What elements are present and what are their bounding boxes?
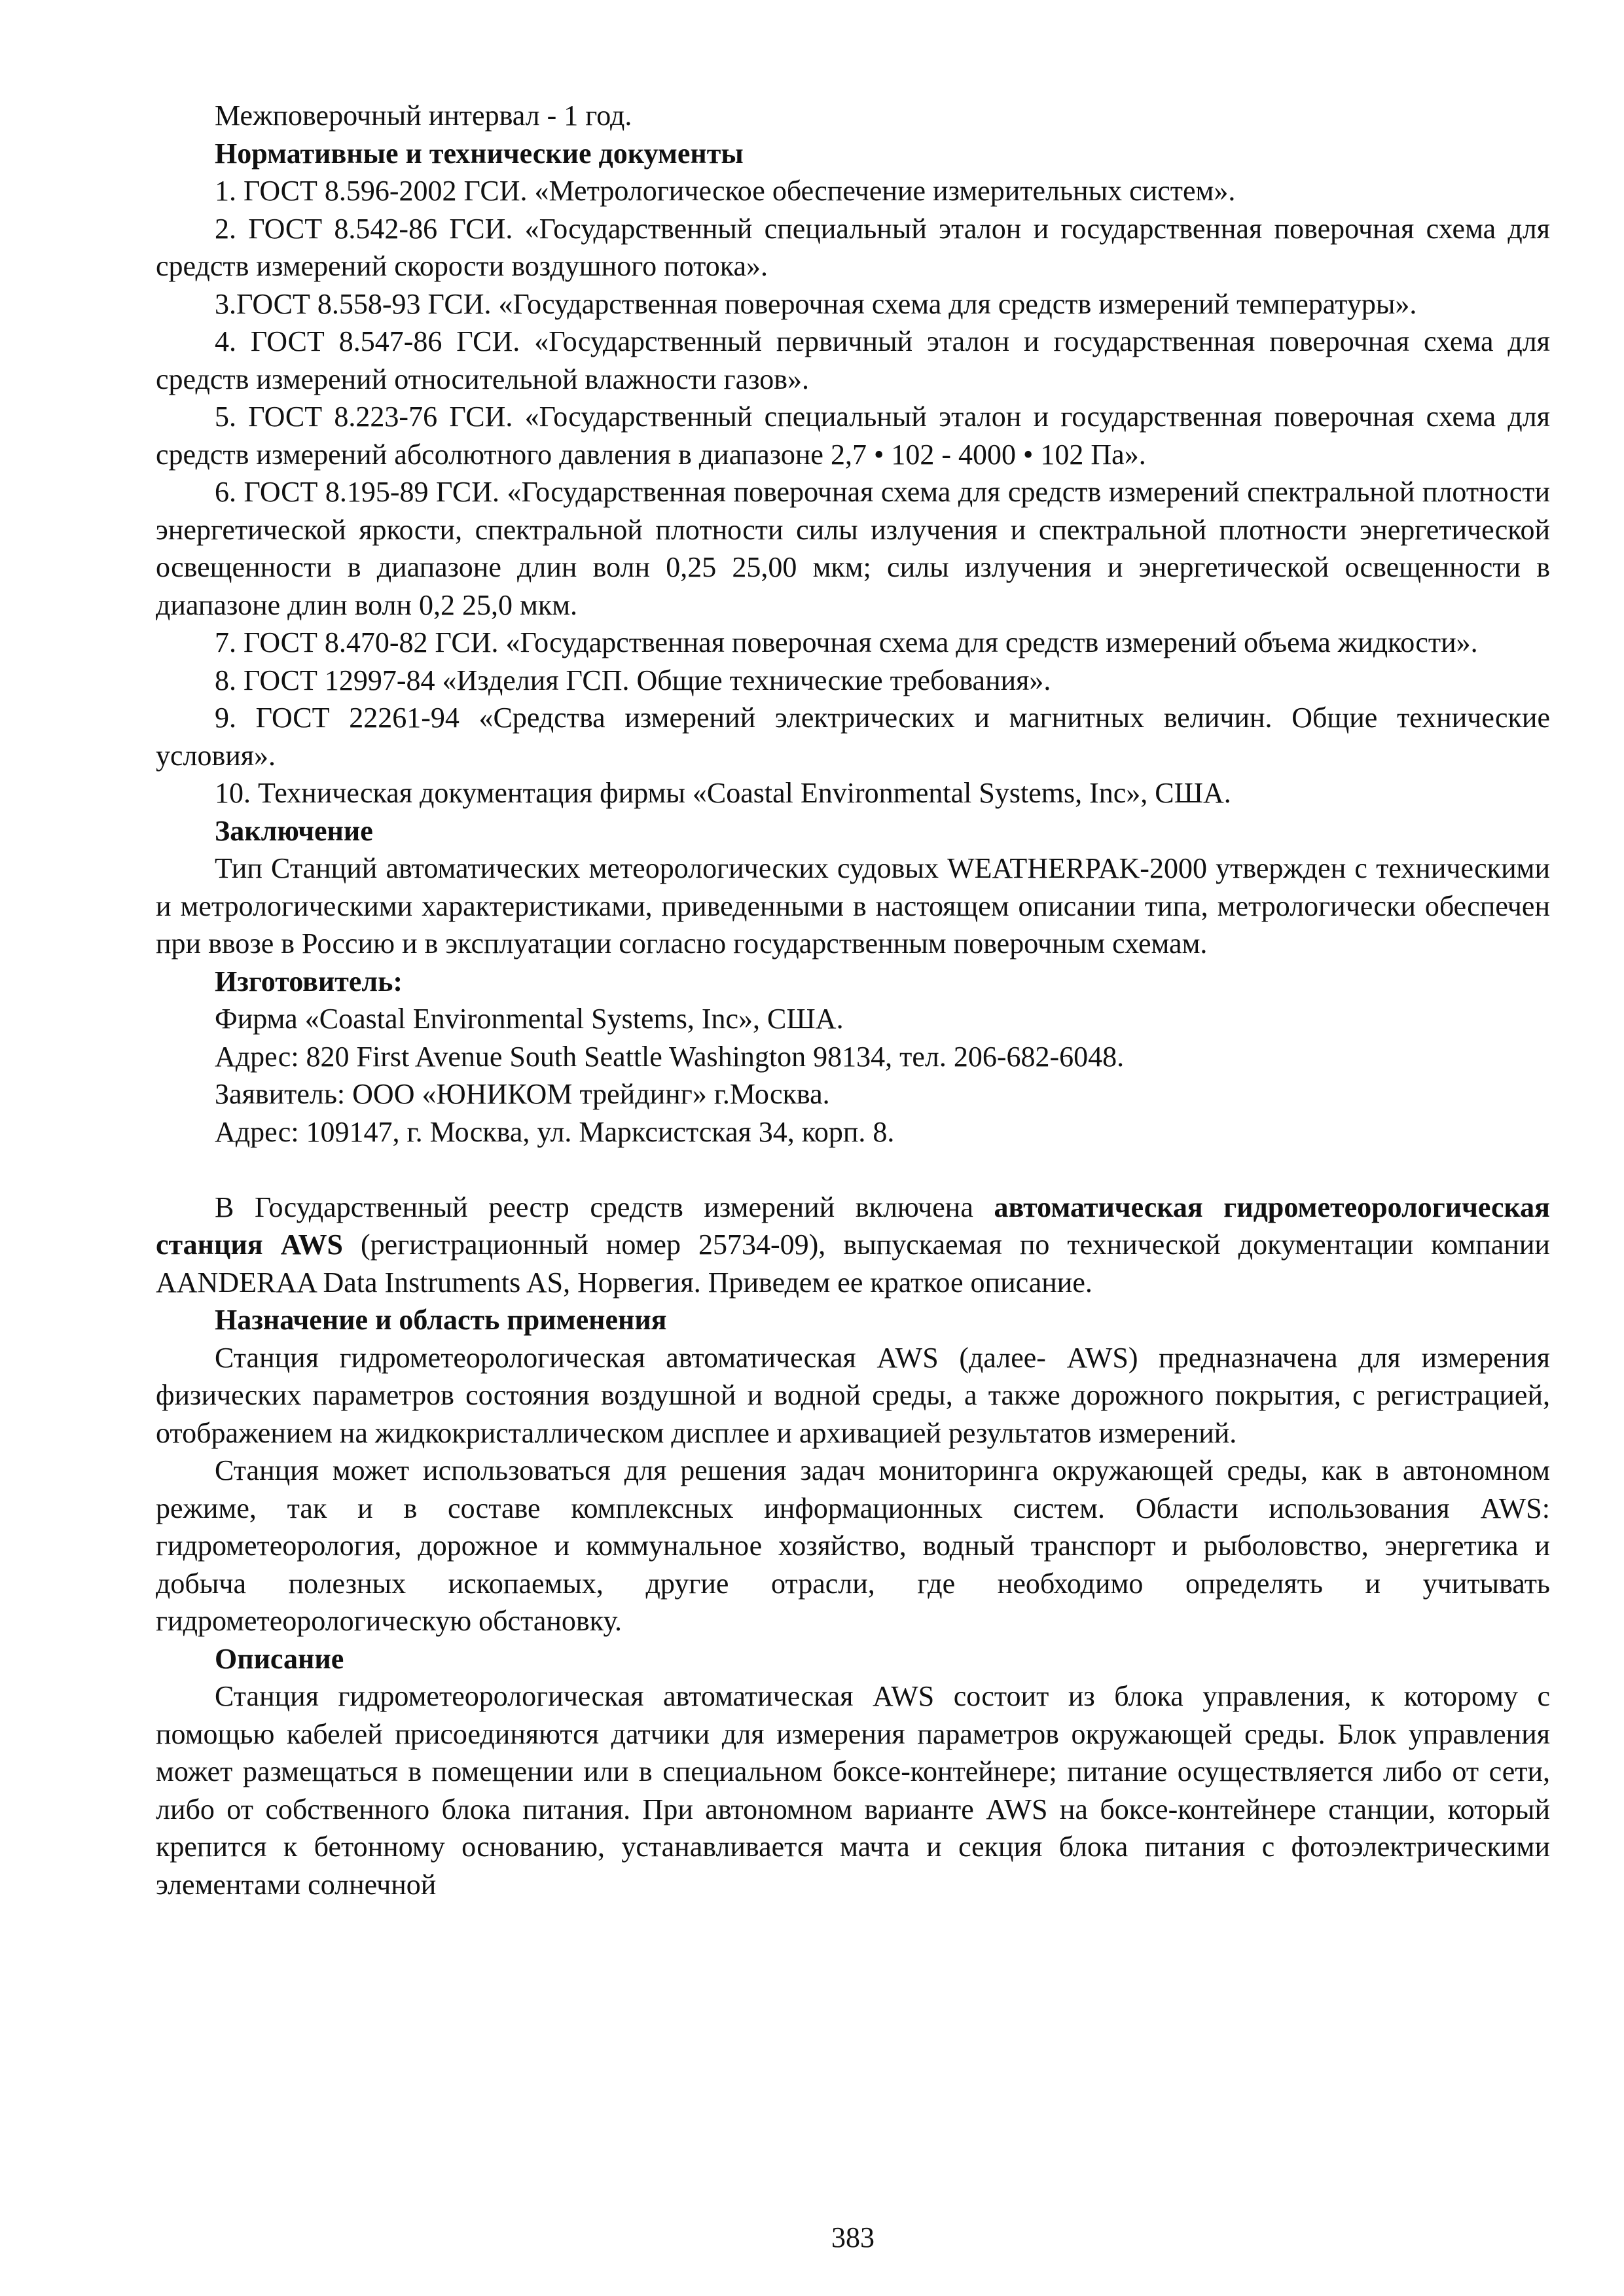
paragraph: Заявитель: ООО «ЮНИКОМ трейдинг» г.Москва.: [215, 1078, 830, 1110]
paragraph: 2. ГОСТ 8.542-86 ГСИ. «Государственный специальный эталон и государственная поверочная схема для средств измерений скорости воздушного потока».: [156, 212, 1550, 282]
text-run: (регистрационный номер 25734-09), выпускаемая по технической документации компании AANDERAA Data Instruments AS, Норвегия. Приведем ее краткое описание.: [156, 1229, 1550, 1299]
bold-run: автоматическая гидрометеорологическая станция AWS: [156, 1191, 1550, 1261]
document-page: [156, 97, 1550, 2270]
section-heading: Описание: [215, 1642, 344, 1675]
document-body: [156, 97, 1550, 1903]
page-number: 383: [831, 2221, 875, 2253]
paragraph: 3.ГОСТ 8.558-93 ГСИ. «Государственная поверочная схема для средств измерений температуры».: [215, 287, 1417, 320]
paragraph: 9. ГОСТ 22261-94 «Средства измерений электрических и магнитных величин. Общие технические условия».: [156, 702, 1550, 772]
paragraph: Станция гидрометеорологическая автоматическая AWS состоит из блока управления, к которому с помощью кабелей присоединяются датчики для измерения параметров окружающей среды. Блок управления может размещаться в помещении или в специальном боксе-контейнере; питание осуществляется либо от сети, либо от собственного блока питания. При автономном варианте AWS на боксе-контейнере станции, который крепится к бетонному основанию, устанавливается мачта и секция блока питания с фотоэлектрическими элементами солнечной: [156, 1680, 1550, 1901]
section-heading: Нормативные и технические документы: [215, 137, 744, 170]
text-run: В Государственный реестр средств измерений включена: [215, 1191, 994, 1223]
paragraph: 8. ГОСТ 12997-84 «Изделия ГСП. Общие технические требования».: [215, 664, 1051, 696]
section-heading: Заключение: [215, 814, 373, 847]
paragraph: 7. ГОСТ 8.470-82 ГСИ. «Государственная поверочная схема для средств измерений объема жидкости».: [215, 626, 1478, 658]
paragraph: 10. Техническая документация фирмы «Coastal Environmental Systems, Inc», США.: [215, 777, 1231, 809]
paragraph-spacer: [156, 1151, 1550, 1189]
paragraph: Фирма «Coastal Environmental Systems, Inc», США.: [215, 1003, 844, 1035]
paragraph: Станция может использоваться для решения задач мониторинга окружающей среды, как в автономном режиме, так и в составе комплексных информационных систем. Области использования AWS: гидрометеорология, дорожное и коммунальное хозяйство, водный транспорт и рыболовство, энергетика и добыча полезных ископаемых, другие отрасли, где необходимо определять и учитывать гидрометеорологическую обстановку.: [156, 1454, 1550, 1637]
paragraph: Межповерочный интервал - 1 год.: [215, 99, 632, 132]
paragraph: 4. ГОСТ 8.547-86 ГСИ. «Государственный первичный эталон и государственная поверочная схема для средств измерений относительной влажности газов».: [156, 325, 1550, 395]
paragraph: Адрес: 820 First Avenue South Seattle Washington 98134, тел. 206-682-6048.: [215, 1040, 1125, 1073]
paragraph: 1. ГОСТ 8.596-2002 ГСИ. «Метрологическое обеспечение измерительных систем».: [215, 175, 1236, 207]
paragraph: 5. ГОСТ 8.223-76 ГСИ. «Государственный специальный эталон и государственная поверочная схема для средств измерений абсолютного давления в диапазоне 2,7 • 102 - 4000 • 102 Па».: [156, 401, 1550, 471]
paragraph: Адрес: 109147, г. Москва, ул. Марксистская 34, корп. 8.: [215, 1115, 895, 1148]
section-heading: Изготовитель:: [215, 965, 403, 997]
paragraph: Станция гидрометеорологическая автоматическая AWS (далее- AWS) предназначена для измерения физических параметров состояния воздушной и водной среды, а также дорожного покрытия, с регистрацией, отображением на жидкокристаллическом дисплее и архивацией результатов измерений.: [156, 1341, 1550, 1449]
paragraph: [156, 1189, 1550, 1302]
section-heading: Назначение и область применения: [215, 1304, 667, 1336]
paragraph: 6. ГОСТ 8.195-89 ГСИ. «Государственная поверочная схема для средств измерений спектральной плотности энергетической яркости, спектральной плотности силы излучения и спектральной плотности энергетической освещенности в диапазоне длин волн 0,25 25,00 мкм; силы излучения и энергетической освещенности в диапазоне длин волн 0,2 25,0 мкм.: [156, 476, 1550, 621]
paragraph: Тип Станций автоматических метеорологических судовых WEATHERPAK-2000 утвержден с техническими и метрологическими характеристиками, приведенными в настоящем описании типа, метрологически обеспечен при ввозе в Россию и в эксплуатации согласно государственным поверочным схемам.: [156, 852, 1550, 960]
